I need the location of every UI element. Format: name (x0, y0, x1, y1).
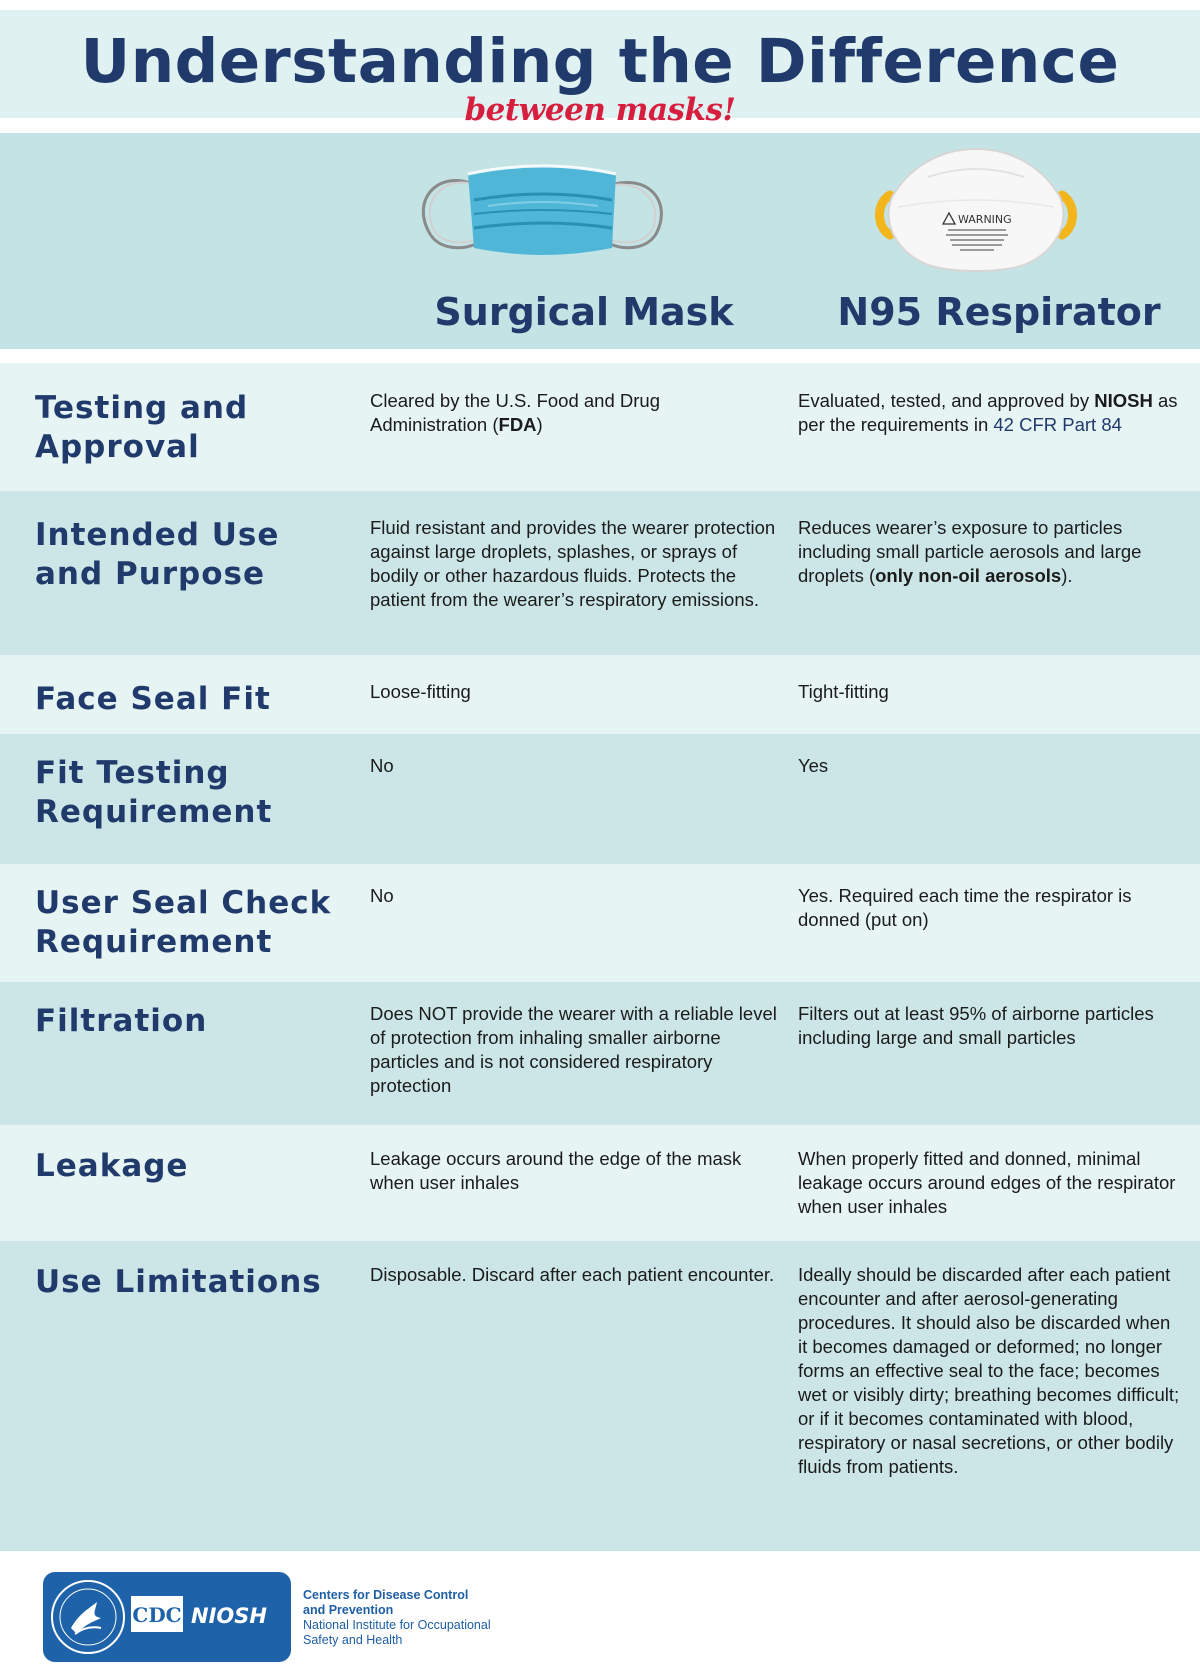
comparison-table (0, 363, 1200, 1551)
row-label-line: Use Limitations (35, 1264, 322, 1300)
n95-cell: Yes (798, 755, 829, 776)
n95-cell: Filters out at least 95% of airborne particles including large and small particles (798, 1003, 1154, 1048)
cfr-reference-link[interactable]: 42 CFR Part 84 (993, 414, 1122, 435)
row-label-line: Requirement (35, 924, 273, 960)
row-label-line: Testing and (35, 390, 249, 426)
row-label-line: User Seal Check (35, 885, 332, 921)
row-label-line: Intended Use (35, 517, 280, 553)
page-subtitle: between masks! (464, 92, 736, 128)
row-label (0, 389, 370, 491)
table-row-intended-use (0, 491, 1200, 655)
niosh-logo-text: NIOSH (191, 1604, 267, 1628)
row-label-line: Approval (35, 429, 200, 465)
row-label-line: Face Seal Fit (35, 681, 271, 717)
table-row-testing-approval (0, 363, 1200, 491)
surgical-cell: Cleared by the U.S. Food and Drug Administration (FDA) (370, 390, 660, 435)
row-label (0, 754, 370, 864)
surgical-cell: Disposable. Discard after each patient encounter. (370, 1264, 775, 1285)
n95-cell: Ideally should be discarded after each patient encounter and after aerosol-generating procedures. It should also be discarded when it becomes damaged or deformed; no longer forms an effective seal to the face; becomes wet or visibly dirty; breathing becomes difficult; or if it becomes contaminated with blood, respiratory or nasal secretions, or other bodily fluids from patients. (798, 1264, 1180, 1477)
footer-line: and Prevention (303, 1603, 394, 1617)
hhs-eagle-seal-icon (43, 1572, 291, 1662)
n95-cell: Yes. Required each time the respirator is donned (put on) (798, 885, 1132, 930)
row-label-line: and Purpose (35, 556, 266, 592)
n95-cell: Evaluated, tested, and approved by NIOSH as per the requirements in 42 CFR Part 84 (798, 390, 1178, 435)
surgical-cell: Does NOT provide the wearer with a reliable level of protection from inhaling smaller airborne particles and is not considered respiratory protection (370, 1003, 777, 1096)
surgical-mask-illustration (418, 162, 666, 262)
n95-warning-label: WARNING (958, 213, 1012, 226)
table-row-filtration (0, 982, 1200, 1125)
table-row-face-seal-fit (0, 655, 1200, 734)
cdc-niosh-logo (43, 1572, 291, 1662)
surgical-cell: Loose-fitting (370, 681, 471, 702)
surgical-cell: Fluid resistant and provides the wearer protection against large droplets, splashes, or sprays of bodily or other hazardous fluids. Protects the patient from the wearer’s respiratory emissions. (370, 517, 776, 610)
column-heading-n95-respirator: N95 Respirator (837, 290, 1161, 334)
cdc-logo-text: CDC (132, 1603, 182, 1627)
page-title: Understanding the Difference (80, 26, 1120, 97)
row-label (0, 516, 370, 655)
table-row-fit-testing (0, 734, 1200, 864)
n95-respirator-illustration (868, 147, 1084, 277)
row-label (0, 1263, 370, 1551)
footer-line: Centers for Disease Control (303, 1588, 469, 1602)
row-label (0, 1002, 370, 1125)
table-row-leakage (0, 1125, 1200, 1241)
n95-cell: Tight-fitting (798, 681, 889, 702)
n95-cell: When properly fitted and donned, minimal leakage occurs around edges of the respirator when user inhales (798, 1148, 1176, 1217)
row-label-line: Fit Testing (35, 755, 230, 791)
row-label-line: Requirement (35, 794, 273, 830)
table-row-user-seal-check (0, 864, 1200, 982)
row-label-line: Leakage (35, 1148, 189, 1184)
table-row-use-limitations (0, 1241, 1200, 1551)
row-label-line: Filtration (35, 1003, 208, 1039)
surgical-cell: Leakage occurs around the edge of the mask when user inhales (370, 1148, 742, 1193)
row-label (0, 1147, 370, 1241)
column-heading-surgical-mask: Surgical Mask (434, 290, 734, 334)
footer-agency-text (303, 1588, 491, 1648)
row-label (0, 680, 370, 734)
surgical-cell: No (370, 755, 394, 776)
footer-line: National Institute for Occupational (303, 1618, 491, 1632)
row-label (0, 884, 370, 982)
footer-line: Safety and Health (303, 1633, 403, 1647)
n95-cell: Reduces wearer’s exposure to particles including small particle aerosols and large droplets (only non-oil aerosols). (798, 517, 1142, 586)
surgical-cell: No (370, 885, 394, 906)
